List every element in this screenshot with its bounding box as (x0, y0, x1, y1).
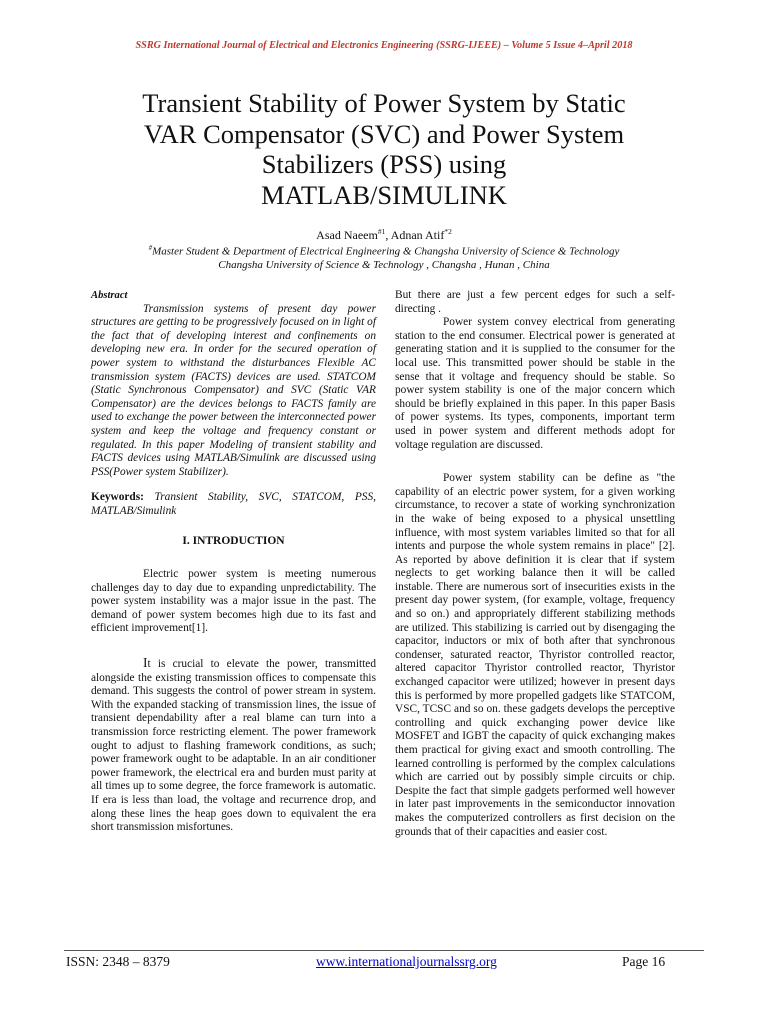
body-paragraph (91, 656, 376, 835)
section-heading: I. INTRODUCTION (182, 534, 285, 547)
keywords (91, 491, 376, 518)
author-name: Asad Naeem (316, 228, 378, 242)
journal-header: SSRG International Journal of Electrical and Electronics Engineering (SSRG-IJEEE) – Volume 5 Issue 4–April 2018 (135, 40, 633, 51)
body-paragraph: Power system convey electrical from generating station to the end consumer. Electrical power is generated at generating station and it is supplied to the consumer for the local use. This transmitted power should be stable in the sense that it voltage and frequency should be stable. So power system stability is one of the major concern which should be briefly explained in this paper. In this paper Basis of power systems. Its types, components, important term used in power system and different methods adopt for voltage regulation are discussed. (395, 316, 675, 451)
affiliation-marker: # (148, 244, 153, 252)
page-number: Page 16 (622, 954, 666, 969)
author-marker: #1 (377, 227, 386, 236)
abstract-text: Transmission systems of present day power structures are getting to be progressively focused on in light of the fact that of developing interest and confinements on developing new era. In order for the secured operation of power system to withstand the disturbances Flexible AC transmission system (FACTS) devices are used. STATCOM (Static Synchronous Compensator) and SVC (Static VAR Compensator) are the devices belongs to FACTS family are used to exchange the power between the interconnected power system and keep the voltage and frequency constant or regulated. In this paper Modeling of transient stability and FACTS devices using MATLAB/Simulink are discussed using PSS(Power system Stabilizer). (91, 302, 376, 478)
footer-divider (64, 950, 704, 951)
author-list (0, 227, 768, 243)
right-column (395, 289, 675, 839)
author-separator: , (385, 228, 391, 242)
author-name: Adnan Atif (390, 228, 445, 242)
body-paragraph: Power system stability can be define as "the capability of an electric power system, for a given working circumstance, to recover a state of working synchronization in the wake of being exposed to a physical unsettling influence, with most system variables limited so that for all intents and purpose the whole system remains in place" [2]. As reported by above definition it is clear that if system neglects to get working balance then it will be called instable. There are numerous sort of insecurities exists in the present day power system, (for example, voltage, frequency and so on.) and appropriately different stabilizing methods are utilized. This stabilizing is carried out by disengaging the capacitor, inductors or mix of both after that synchronous condenser, saturated reactor, Thyristor controlled reactor, altered capacitor Thyristor controlled reactor, Thyristor exchanged capacitor were utilized; however in present days this is performed by more propelled gadgets like STATCOM, VSC, TCSC and so on. these gadgets develops the perceptive controlling and quick exchanging power device like MOSFET and IGBT the capacity of quick exchanging makes them practical for giving exact and smooth controlling. The learned controlling is performed by the complex calculations which are carried out by possibly simple circuits or chip. Despite the fact that simple gadgets performed well however in later past improvements in the semiconductor innovation makes the computerized controllers as first decision on the grounds that of their capacities and easier cost. (395, 472, 675, 838)
keywords-label: Keywords: (91, 491, 144, 504)
keywords-text: Transient Stability, SVC, STATCOM, PSS, MATLAB/Simulink (91, 491, 376, 517)
body-paragraph: But there are just a few percent edges for such a self-directing . (395, 289, 675, 315)
affiliation-text: Master Student & Department of Electrical Engineering & Changsha University of Science & Technology (152, 245, 620, 258)
title-line: MATLAB/SIMULINK (261, 179, 507, 210)
paragraph-text: t is crucial to elevate the power, transmitted alongside the existing transmission offices to compensate this demand. This suggests the control of power stream in system. With the expanded stacking of transmission lines, the issue of transient dependability after a real blame can turn into a transmission force restricting element. The power framework ought to adjust to flashing framework conditions, as such; power framework ought to be adaptable. In an air conditioner power framework, the electrical era and burden must parity at all times up to some degree, the force framework is automatic. If era is less than load, the voltage and recurrence drop, and along these lines the heap goes down to equivalent the era short transmission misfortunes. (91, 658, 376, 834)
affiliation-line (60, 244, 708, 258)
drop-letter: I (143, 655, 148, 671)
left-column (91, 289, 376, 835)
footer-url-link[interactable]: www.internationaljournalssrg.org (316, 954, 497, 969)
affiliation-line: Changsha University of Science & Technology , Changsha , Hunan , China (218, 259, 550, 271)
title-line: Stabilizers (PSS) using (261, 149, 507, 179)
author-marker: *2 (444, 227, 452, 236)
body-paragraph: Electric power system is meeting numerous challenges day to day due to expanding unpredictability. The power system instability was a major issue in the past. The demand of power system becomes high due to its fast and efficient improvement[1]. (91, 568, 376, 635)
abstract-heading: Abstract (91, 290, 128, 301)
title-line: Transient Stability of Power System by Static (142, 88, 626, 118)
paper-title (60, 88, 708, 210)
title-line: VAR Compensator (SVC) and Power System (143, 118, 625, 149)
footer-issn: ISSN: 2348 – 8379 (66, 954, 170, 969)
